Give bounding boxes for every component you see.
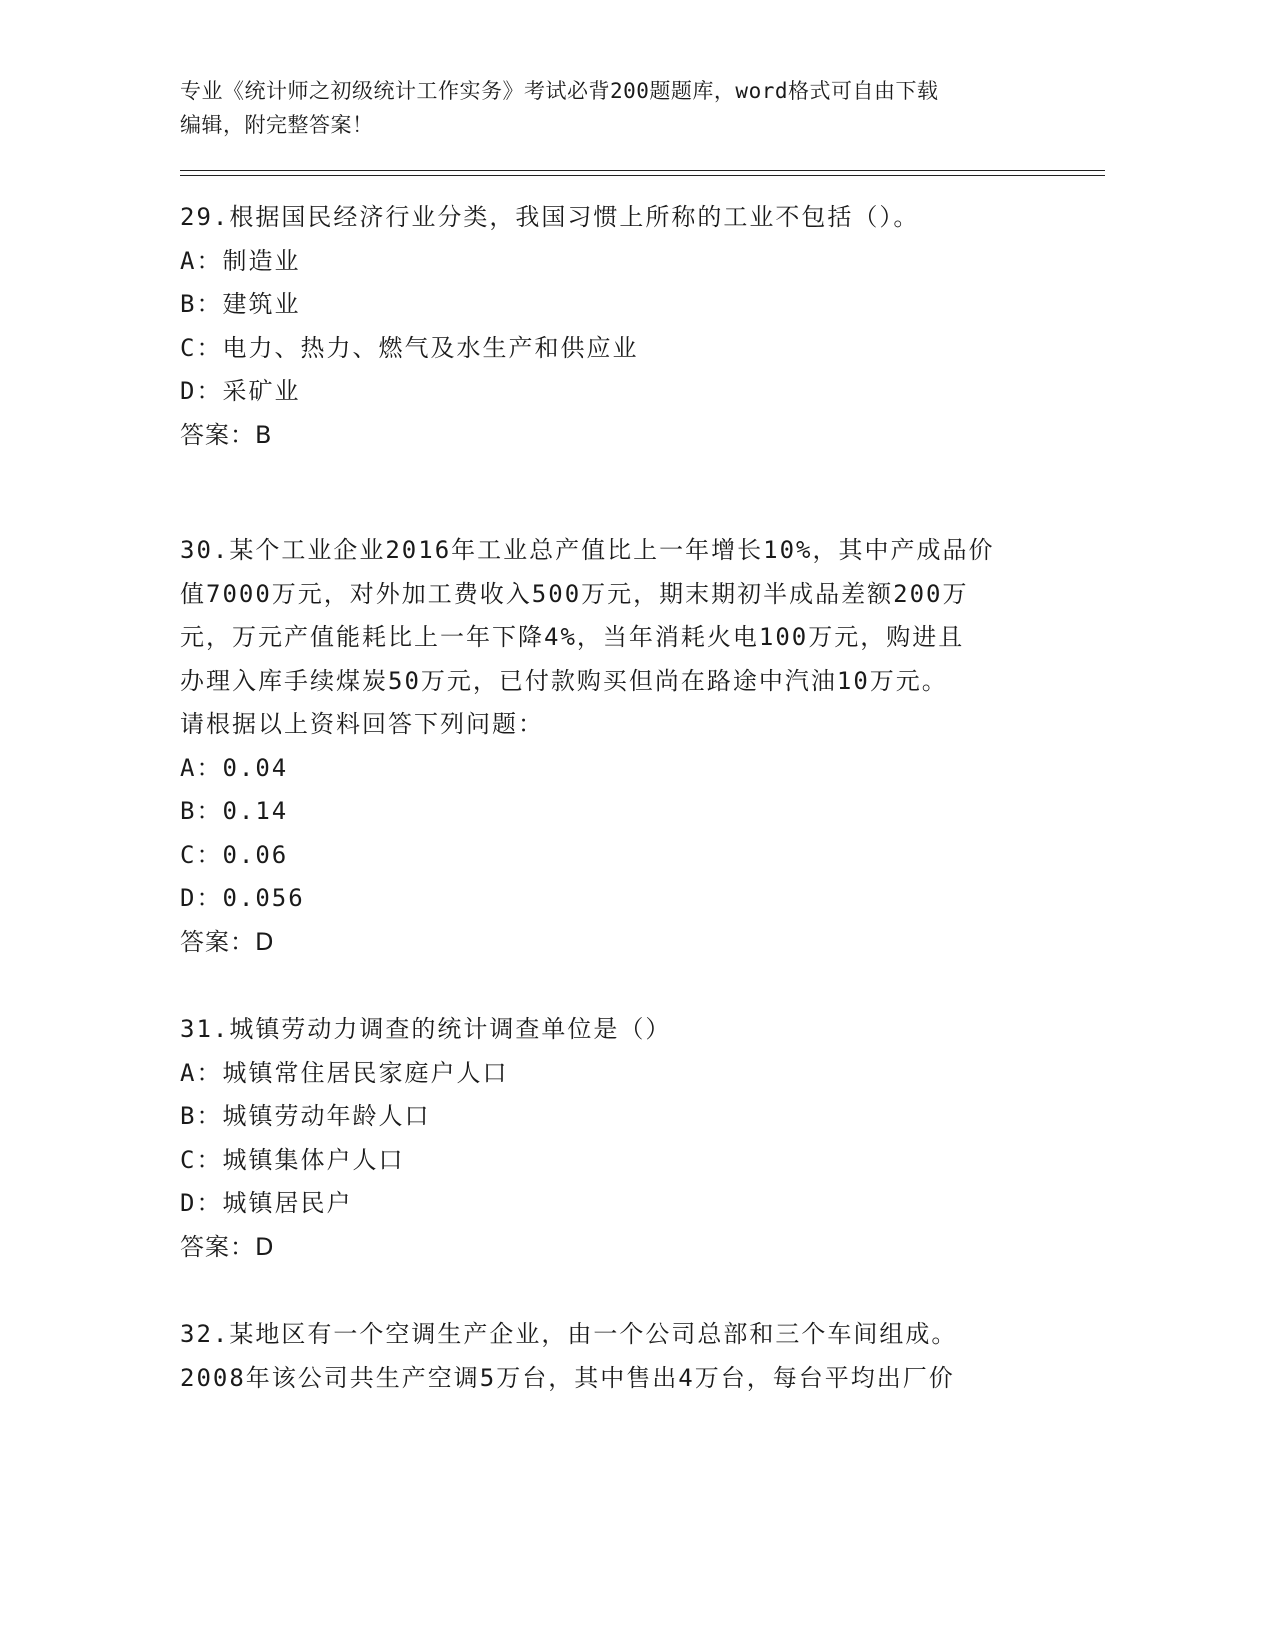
question-stem-line-3: 元，万元产值能耗比上一年下降4%，当年消耗火电100万元，购进且	[180, 623, 965, 651]
option-b: B：城镇劳动年龄人口	[180, 1102, 431, 1130]
answer: 答案：B	[180, 420, 273, 449]
option-c: C：0.06	[180, 840, 289, 869]
question-stem-line-5: 请根据以上资料回答下列问题：	[180, 710, 544, 738]
header-line-1: 专业《统计师之初级统计工作实务》考试必背200题题库，word格式可自由下载	[180, 79, 939, 103]
question-32	[180, 1313, 1040, 1400]
option-a: A：0.04	[180, 753, 289, 782]
header-line-2: 编辑，附完整答案！	[180, 113, 374, 137]
question-stem-line-2: 值7000万元，对外加工费收入500万元，期末期初半成品差额200万	[180, 579, 969, 608]
question-31	[180, 1008, 1040, 1269]
option-c: C：电力、热力、燃气及水生产和供应业	[180, 333, 639, 362]
option-a: A：城镇常住居民家庭户人口	[180, 1058, 509, 1087]
answer: 答案：D	[180, 1232, 275, 1261]
header-divider-top	[180, 170, 1105, 171]
answer: 答案：D	[180, 927, 275, 956]
question-stem-line-1: 32.某地区有一个空调生产企业，由一个公司总部和三个车间组成。	[180, 1320, 958, 1348]
option-c: C：城镇集体户人口	[180, 1145, 405, 1174]
option-d: D：0.056	[180, 884, 305, 912]
question-stem-line-4: 办理入库手续煤炭50万元，已付款购买但尚在路途中汽油10万元。	[180, 666, 948, 695]
question-29	[180, 196, 1040, 457]
question-stem-line-1: 30.某个工业企业2016年工业总产值比上一年增长10%，其中产成品价	[180, 536, 995, 564]
question-stem: 29.根据国民经济行业分类，我国习惯上所称的工业不包括（）。	[180, 203, 920, 231]
question-30	[180, 529, 1040, 964]
question-stem-line-2: 2008年该公司共生产空调5万台，其中售出4万台，每台平均出厂价	[180, 1363, 955, 1392]
question-stem: 31.城镇劳动力调查的统计调查单位是（）	[180, 1015, 672, 1043]
option-a: A：制造业	[180, 246, 301, 275]
option-b: B：0.14	[180, 797, 289, 825]
option-d: D：城镇居民户	[180, 1189, 353, 1217]
option-d: D：采矿业	[180, 377, 301, 405]
document-header	[180, 74, 1080, 142]
option-b: B：建筑业	[180, 290, 301, 318]
header-divider-bottom	[180, 175, 1105, 176]
